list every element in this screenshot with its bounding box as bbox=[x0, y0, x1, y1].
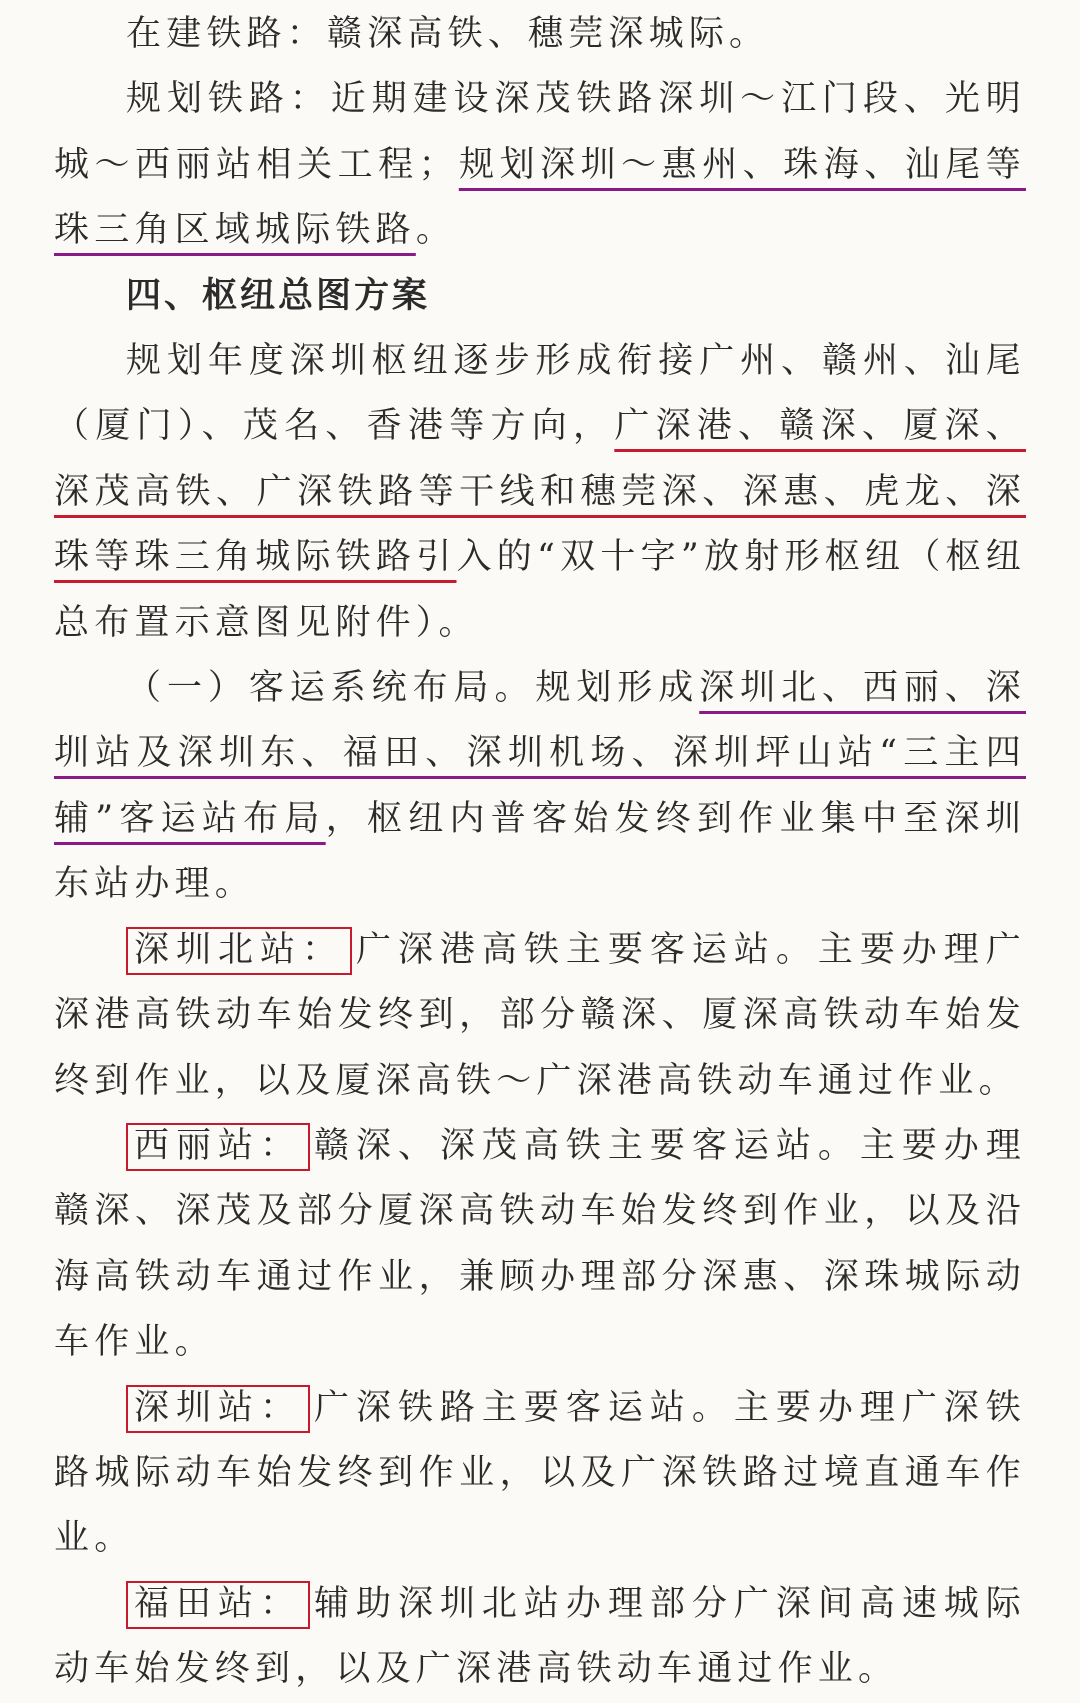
passenger-text-end: ，枢纽内普客始发终到作业集中至深圳东站办理。 bbox=[54, 798, 1027, 905]
section-heading: 四、枢纽总图方案 bbox=[126, 275, 431, 316]
planned-highlight: 规划深圳～惠州、珠海、汕尾等珠三角区域城际铁路 bbox=[54, 144, 1026, 251]
station-name-shenzhen: 深圳站： bbox=[126, 1385, 310, 1433]
station-name-futian: 福田站： bbox=[126, 1581, 310, 1629]
station-description: 广深港高铁主要客运站。主要办理广深港高铁动车始发终到，部分赣深、厦深高铁动车始发终到作业，以及厦深高铁～广深港高铁动车通过作业。 bbox=[54, 929, 1026, 1101]
planned-text-end: 。 bbox=[415, 210, 457, 251]
station-paragraph-futian bbox=[54, 1572, 1026, 1703]
station-description: 广深铁路主要客运站。主要办理广深铁路城际动车始发终到作业，以及广深铁路过境直通车作业。 bbox=[54, 1387, 1026, 1559]
station-description: 辅助深圳北站办理部分广深间高速城际动车始发终到，以及广深港高铁动车通过作业。 bbox=[54, 1583, 1026, 1690]
construction-text: 赣深高铁、穗莞深城际。 bbox=[327, 14, 770, 54]
station-name-shenzhen-north: 深圳北站： bbox=[126, 927, 352, 975]
planned-railways-paragraph bbox=[54, 67, 1026, 263]
construction-label: 在建铁路： bbox=[126, 14, 328, 54]
station-paragraph-xili bbox=[54, 1114, 1026, 1376]
overview-highlight: 广深港、赣深、厦深、深茂高铁、广深铁路等干线和穗莞深、深惠、虎龙、深珠等珠三角城际铁路引 bbox=[54, 406, 1026, 578]
overview-paragraph bbox=[54, 329, 1026, 656]
planned-text: 近期建设深茂铁路深圳～江门段、光明城～西丽站相关工程； bbox=[54, 79, 1026, 185]
passenger-layout-paragraph bbox=[54, 656, 1026, 918]
passenger-highlight: 深圳北、西丽、深圳站及深圳东、福田、深圳机场、深圳坪山站“三主四辅”客运站布局 bbox=[54, 668, 1026, 839]
overview-text-end: 入的“双十字”放射形枢纽（枢纽总布置示意图见附件）。 bbox=[54, 537, 1026, 643]
station-name-xili: 西丽站： bbox=[126, 1123, 310, 1171]
document-body bbox=[54, 2, 1026, 1703]
passenger-text: 规划形成 bbox=[535, 668, 700, 709]
construction-railways-paragraph bbox=[54, 2, 1026, 67]
station-paragraph-shenzhen bbox=[54, 1376, 1026, 1572]
station-paragraph-shenzhen-north bbox=[54, 918, 1026, 1114]
overview-text: 规划年度深圳枢纽逐步形成衔接广州、赣州、汕尾（厦门）、茂名、香港等方向， bbox=[54, 341, 1026, 447]
planned-label: 规划铁路： bbox=[126, 79, 331, 120]
station-description: 赣深、深茂高铁主要客运站。主要办理赣深、深茂及部分厦深高铁动车始发终到作业，以及沿海高铁动车通过作业，兼顾办理部分深惠、深珠城际动车作业。 bbox=[54, 1125, 1026, 1363]
passenger-label: （一）客运系统布局。 bbox=[126, 668, 536, 709]
